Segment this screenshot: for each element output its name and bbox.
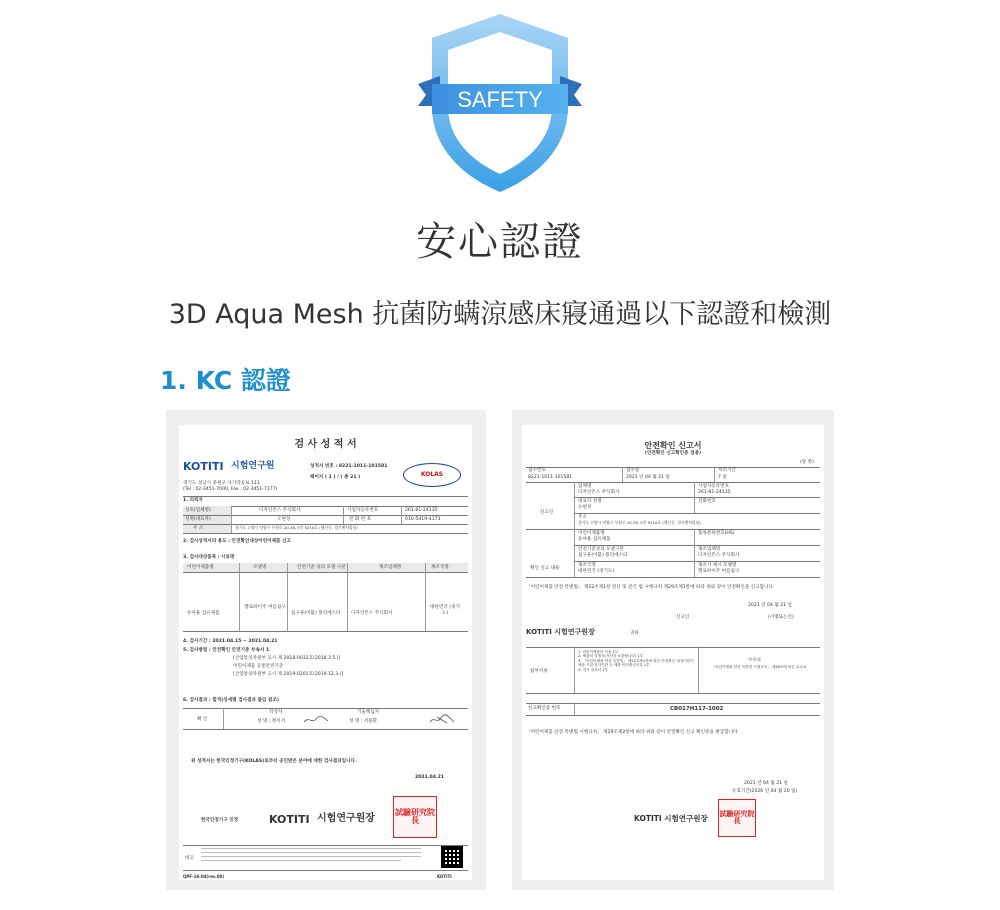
cert-date: 2021 년 04 월 21 일: [744, 781, 788, 786]
form-title: 안전확인 신고서: [644, 441, 702, 450]
col-model: 모델명: [253, 565, 267, 570]
cell-model-type: 침구류(이불) 폴리에스터: [291, 611, 341, 616]
model-type-value: 침구류(이불) 폴리에스터: [578, 553, 628, 558]
declaration-date: 2021 년 04 월 21 일: [748, 603, 792, 608]
rep-value: 오현성: [578, 505, 592, 510]
col-maker: 제조업체명: [379, 565, 402, 570]
company-label: 상호(업체명): [185, 508, 211, 513]
product-label: 어린이제품명: [578, 531, 605, 536]
fee-label: 수수료: [748, 658, 762, 663]
phone-label: 전 화 번 호: [349, 517, 372, 522]
report-title: 검 사 성 적 서: [294, 439, 357, 450]
kotiti-logo: KOTITI: [183, 460, 224, 473]
lab-name: 시험연구원: [231, 461, 275, 471]
accreditation-label: 한국인정기구 인정: [201, 818, 239, 823]
cell-model: 헬로하이주 여름침구: [244, 605, 286, 610]
side-note: (앞 쪽): [800, 460, 814, 465]
report-date: 2021.04.21: [415, 775, 445, 780]
note-label: 비고: [185, 856, 194, 861]
phone-label: 전화번호: [698, 499, 716, 504]
tech-signature: [429, 714, 455, 726]
cert-institution: KOTITI 시험연구원장: [634, 814, 708, 823]
qr-code-icon: [441, 846, 463, 868]
tech-label: 기술책임자: [357, 710, 380, 715]
period-value: 7 일: [718, 475, 727, 480]
method-line-3: [산업통상자원부 고시 제 2019-0201호(2019.12.3.)]: [233, 672, 344, 677]
safety-shield-icon: [400, 8, 600, 198]
writer-signature: [303, 715, 329, 725]
safety-report-panel: [512, 410, 834, 890]
company-value: 디자인몬스 주식회사: [259, 508, 301, 513]
product-value: 유아용 섬유제품: [578, 537, 611, 542]
model-name-value: 헬로하이주 여름침구: [698, 569, 740, 574]
kolas-mark: KOLAS: [403, 463, 461, 487]
official-seal-right: 試驗研究院長: [718, 799, 756, 837]
col-product: 어린이제품명: [187, 565, 214, 570]
bizno-value: 261-81-24135: [698, 490, 731, 495]
form-code: QPF-16-04(rev.00): [183, 874, 225, 879]
period-label: 처리기간: [718, 468, 736, 473]
bizno-label: 사업자등록번호: [347, 508, 379, 513]
section-requester: 1. 의뢰자: [183, 498, 203, 503]
cell-maker: 디자인몬스 주식회사: [351, 611, 393, 616]
bizno-label: 사업자등록번호: [698, 484, 730, 489]
tech-name: 성 명 : 서용환: [349, 719, 378, 724]
receipt-no-label: 접수번호: [528, 468, 546, 473]
institution: KOTITI 시험연구원장: [526, 628, 595, 636]
receipt-date-label: 접수일: [626, 468, 640, 473]
maker-label: 제조업체명: [698, 547, 721, 552]
footer-right: KOTITI: [437, 874, 452, 879]
section-result: 6. 검사결과 : 합격(상세별 검사결과 붙임 참조): [183, 698, 280, 703]
safety-report-document: [522, 425, 824, 880]
rep-value: 오현성: [277, 517, 291, 522]
lab-address: 경기도 성남시 중원구 사기막골로 111: [183, 481, 260, 486]
rep-label: 성명(대표자): [185, 517, 211, 522]
confirm-label: 확 인: [197, 717, 208, 722]
phone-value: 010-5419-4173: [405, 517, 441, 522]
country-value: 대한민국 (경기도): [578, 569, 615, 574]
method-line-1: [산업통상자원부 고시 제 2018-0032호(2018.3.5.)]: [233, 656, 341, 661]
section-title: 1. KC 認證: [160, 366, 291, 395]
addr-value: 경기도 고양시 덕양구 무원로 20-38, 5층 521A호 (행신동, 경기벤처빌딩): [578, 520, 701, 525]
rep-label: 대표자 성명: [578, 499, 602, 504]
footer-brand: KOTITI: [269, 813, 310, 826]
bizno-value: 261-81-24135: [405, 508, 438, 513]
attach-label: 첨부서류: [530, 669, 548, 674]
writer-name: 성 명 : 정이서: [257, 719, 286, 724]
sign-label: 신고인: [676, 615, 690, 620]
country-label: 제조국명: [578, 563, 596, 568]
col-country: 제조국명: [431, 565, 449, 570]
page-subtitle: 3D Aqua Mesh 抗菌防螨涼感床寢通過以下認證和檢測: [168, 299, 832, 330]
test-report-panel: [166, 410, 486, 890]
model-name-label: 제조사 제시 모델명: [698, 563, 737, 568]
valid-period: 유효기간(2026 년 04 월 20 일): [732, 789, 798, 794]
addr-label: 주소: [578, 515, 587, 520]
page-title: 安心認證: [416, 219, 584, 265]
company-value: 디자인몬스 주식회사: [578, 490, 620, 495]
page-info: 페이지 ( 1 ) / ( 총 21 ): [310, 475, 361, 480]
declaration-text: 「어린이제품 안전 특별법」 제22조제1항 전단 및 같은 법 시행규칙 제29조제1항에 따라 위와 같이 안전확인을 신고합니다.: [526, 585, 775, 590]
suffix: 귀하: [630, 631, 639, 636]
badge-text: SAFETY: [457, 87, 543, 112]
receipt-date: 2021 년 04 월 21 일: [626, 475, 670, 480]
reporter-label: 신고인: [540, 510, 554, 515]
fee-text: 「어린이제품 안전 특별법 시행규칙」 제48조에 따른 수수료: [711, 665, 807, 669]
cell-country: 대한민국 (경기도): [430, 605, 460, 616]
section-usage: 2. 검사성적서의 용도 : 안전확인대상어린이제품 신고: [183, 539, 291, 544]
section-items: 3. 검사대상품목 / 시료명: [183, 555, 235, 560]
official-seal: 試驗研究院長: [393, 796, 437, 838]
attach-text: 1. 어린이제품의 사용 1부 2. 제품의 설명서(사진을 포함합니다) 1부 3. 「어린이제품 안전 특별법」 제22조제1항에 따른 안전확인 대상어린이제품 시험·검사기관 등 제출 안전확인서류 1부 4. 검사 결과서 1부: [578, 650, 694, 672]
report-number: 성적서 번호 : 8221-1011-101581: [310, 464, 388, 469]
kolas-statement: 위 성적서는 한국인정기구(KOLAS)로부터 공인받은 분야에 대한 검사결과입니다.: [191, 759, 357, 764]
confirm-content-label: 확인 신고 내용: [530, 566, 560, 571]
test-report-document: [179, 425, 472, 880]
cert-no: CB017H117-1002: [670, 706, 724, 712]
method-line-2: 어린이제품 공통안전기준: [233, 664, 284, 669]
address-value: 경기도 고양시 덕양구 무원로 20-38, 5층 521A호 (행신동, 경기벤처빌딩): [235, 525, 358, 530]
writer-label: 작성자: [269, 710, 283, 715]
company-label: 업체명: [578, 484, 592, 489]
lab-tel: (Tel : 02-3451-7000, Fax : 02-3451-7177): [183, 487, 278, 492]
address-label: 주 소: [193, 526, 204, 531]
section-method: 5. 검사방법 : 안전확인 안전기준 부속서 1: [183, 648, 270, 653]
sign-note: (서명또는인): [768, 615, 794, 620]
section-period: 4. 검사기간 : 2021.04.15 ~ 2021.04.21: [183, 639, 278, 644]
footer-name: 시험연구원장: [317, 813, 375, 824]
hs-label: 품목분류번호(HS): [698, 531, 735, 536]
cert-statement: 「어린이제품 안전 특별법 시행규칙」 제29조제2항에 따라 위와 같이 안전확인 신고 확인증을 발급합니다.: [526, 730, 739, 735]
maker-value: 디자인몬스 주식회사: [698, 553, 740, 558]
model-type-label: 안전기준상의 모델구분: [578, 547, 624, 552]
receipt-no: 8221-1011-101581: [528, 475, 573, 480]
form-subtitle: (안전확인 신고확인증 겸용): [644, 451, 702, 456]
cert-no-label: 신고확인증 번호: [528, 706, 561, 711]
cell-product: 유아용 섬유제품: [187, 611, 220, 616]
col-model-type: 안전기준 상의 모델 구분: [297, 565, 346, 570]
